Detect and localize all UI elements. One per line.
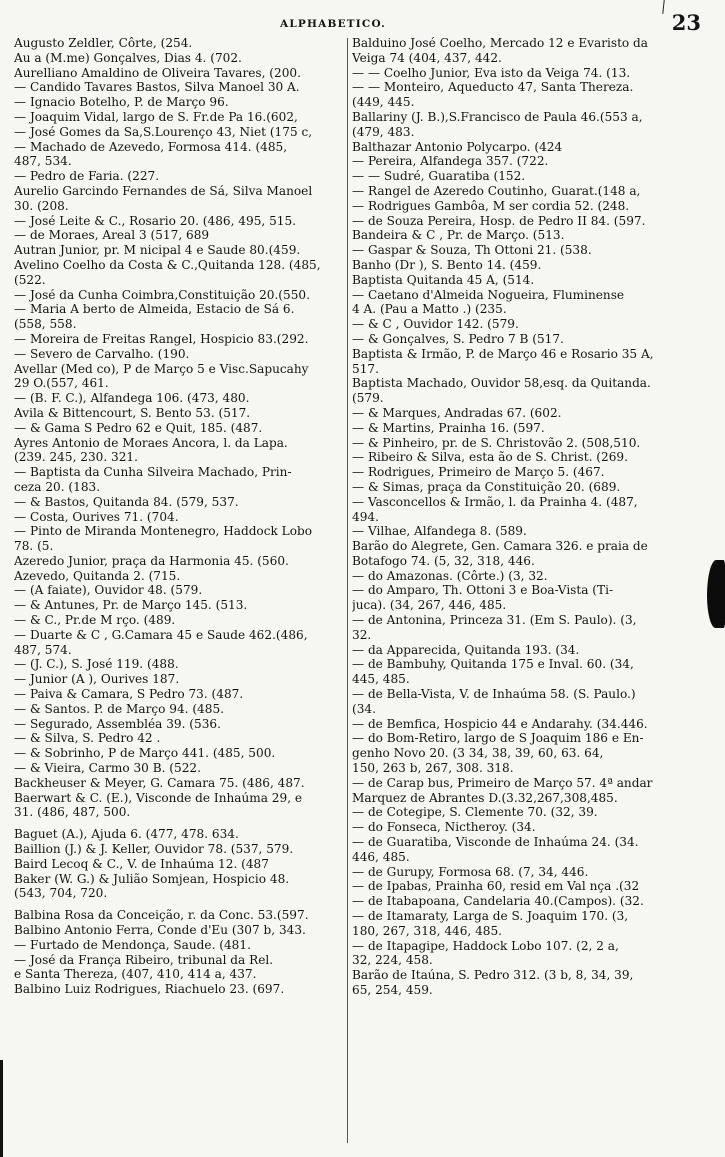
directory-entry: — (A faiate), Ouvidor 48. (579. xyxy=(14,583,203,598)
directory-entry: (558, 558. xyxy=(14,317,77,332)
directory-entry: 78. (5. xyxy=(14,539,54,554)
directory-entry: — & Simas, praça da Constituição 20. (689. xyxy=(352,479,621,494)
directory-entry: — de Ipabas, Prainha 60, resid em Val nça .(32 xyxy=(352,879,640,894)
directory-entry: Aurelio Garcindo Fernandes de Sá, Silva Manoel xyxy=(14,183,313,198)
right-column xyxy=(352,36,714,998)
directory-entry: Balbina Rosa da Conceição, r. da Conc. 53.(597. xyxy=(14,908,309,923)
directory-entry: — (B. F. C.), Alfandega 106. (473, 480. xyxy=(14,391,250,406)
directory-entry: — de Bemfica, Hospicio 44 e Andarahy. (34.446. xyxy=(352,716,648,731)
directory-entry: — Caetano d'Almeida Nogueira, Fluminense xyxy=(352,287,625,302)
directory-entry: — Duarte & C , G.Camara 45 e Saude 462.(486, xyxy=(14,627,308,642)
directory-entry: — & C , Ouvidor 142. (579. xyxy=(352,317,519,332)
directory-entry: (579. xyxy=(352,391,384,406)
directory-entry: — Ribeiro & Silva, esta ão de S. Christ. (269. xyxy=(352,450,628,465)
directory-entry: Banho (Dr ), S. Bento 14. (459. xyxy=(352,257,542,272)
directory-entry: — & Santos. P. de Março 94. (485. xyxy=(14,701,224,716)
directory-entry: — Rodrigues Gambôa, M ser cordia 52. (248. xyxy=(352,198,630,213)
directory-entry: — de Bambuhy, Quitanda 175 e Inval. 60. (34, xyxy=(352,657,634,672)
directory-entry: — — Sudré, Guaratiba (152. xyxy=(352,169,526,184)
directory-entry: Balbino Antonio Ferra, Conde d'Eu (307 b, 343. xyxy=(14,923,306,938)
directory-entry: — Rangel de Azeredo Coutinho, Guarat.(148 a, xyxy=(352,183,641,198)
directory-entry: Ayres Antonio de Moraes Ancora, l. da Lapa. xyxy=(14,435,288,450)
directory-entry: — da Apparecida, Quitanda 193. (34. xyxy=(352,642,580,657)
running-head xyxy=(0,10,725,34)
directory-entry: ceza 20. (183. xyxy=(14,479,101,494)
directory-entry: Aurelliano Amaldino de Oliveira Tavares, (200. xyxy=(14,65,301,80)
directory-entry: — & Gonçalves, S. Pedro 7 B (517. xyxy=(352,331,564,346)
column-divider xyxy=(347,38,348,1143)
directory-entry: juca). (34, 267, 446, 485. xyxy=(352,598,507,613)
directory-entry: — de Cotegipe, S. Clemente 70. (32, 39. xyxy=(352,805,598,820)
directory-entry: — Costa, Ourives 71. (704. xyxy=(14,509,179,524)
directory-entry: — de Bella-Vista, V. de Inhaúma 58. (S. Paulo.) xyxy=(352,687,636,702)
directory-entry: — Pedro de Faria. (227. xyxy=(14,169,160,184)
directory-entry: Au a (M.me) Gonçalves, Dias 4. (702. xyxy=(14,50,242,65)
directory-entry: — de Itabapoana, Candelaria 40.(Campos). (32. xyxy=(352,894,644,909)
directory-entry: — de Gurupy, Formosa 68. (7, 34, 446. xyxy=(352,864,589,879)
directory-entry: 31. (486, 487, 500. xyxy=(14,805,131,820)
directory-entry: Balbino Luiz Rodrigues, Riachuelo 23. (697. xyxy=(14,982,285,997)
directory-entry: (479, 483. xyxy=(352,124,415,139)
directory-entry: — Rodrigues, Primeiro de Março 5. (467. xyxy=(352,465,605,480)
directory-entry: Baird Lecoq & C., V. de Inhaúma 12. (487 xyxy=(14,856,269,871)
directory-entry: Balthazar Antonio Polycarpo. (424 xyxy=(352,139,563,154)
directory-entry: — Gaspar & Souza, Th Ottoni 21. (538. xyxy=(352,243,592,258)
directory-entry: — do Amparo, Th. Ottoni 3 e Boa-Vista (Ti- xyxy=(352,583,614,598)
directory-entry: — & Bastos, Quitanda 84. (579, 537. xyxy=(14,494,239,509)
directory-entry: Baker (W. G.) & Julião Somjean, Hospicio 48. xyxy=(14,871,290,886)
directory-entry: — de Souza Pereira, Hosp. de Pedro II 84. (597. xyxy=(352,213,646,228)
directory-entry: — Machado de Azevedo, Formosa 414. (485, xyxy=(14,139,288,154)
directory-entry: — Vasconcellos & Irmão, l. da Prainha 4. (487, xyxy=(352,494,638,509)
directory-entry: — & C., Pr.de M rço. (489. xyxy=(14,613,176,628)
directory-entry: Avellar (Med co), P de Março 5 e Visc.Sapucahy xyxy=(14,361,309,376)
directory-entry: — de Moraes, Areal 3 (517, 689 xyxy=(14,228,210,243)
directory-entry: — de Guaratiba, Visconde de Inhaúma 24. (34. xyxy=(352,835,639,850)
directory-entry: — Pereira, Alfandega 357. (722. xyxy=(352,154,549,169)
directory-entry: Avila & Bittencourt, S. Bento 53. (517. xyxy=(14,405,251,420)
page-number: 23 xyxy=(671,10,701,35)
directory-entry: — Candido Tavares Bastos, Silva Manoel 30 A. xyxy=(14,80,300,95)
directory-entry: Augusto Zeldler, Côrte, (254. xyxy=(14,36,193,50)
directory-entry: Baillion (J.) & J. Keller, Ouvidor 78. (537, 579. xyxy=(14,842,294,857)
directory-entry: — de Itapagipe, Haddock Lobo 107. (2, 2 a, xyxy=(352,938,619,953)
directory-entry: — & Pinheiro, pr. de S. Christovão 2. (508,510. xyxy=(352,435,641,450)
directory-entry: — Junior (A ), Ourives 187. xyxy=(14,672,180,687)
directory-entry: — Vilhae, Alfandega 8. (589. xyxy=(352,524,527,539)
directory-entry: e Santa Thereza, (407, 410, 414 a, 437. xyxy=(14,967,257,982)
directory-entry: — — Monteiro, Aqueducto 47, Santa Thereza. xyxy=(352,80,634,95)
directory-entry: 180, 267, 318, 446, 485. xyxy=(352,923,503,938)
directory-entry: 29 O.(557, 461. xyxy=(14,376,109,391)
directory-entry: genho Novo 20. (3 34, 38, 39, 60, 63. 64, xyxy=(352,746,604,761)
directory-entry: — Segurado, Assembléa 39. (536. xyxy=(14,716,221,731)
directory-entry: — Furtado de Mendonça, Saude. (481. xyxy=(14,937,251,952)
directory-entry: Baguet (A.), Ajuda 6. (477, 478. 634. xyxy=(14,827,239,842)
directory-entry: Baerwart & C. (E.), Visconde de Inhaúma 29, e xyxy=(14,790,303,805)
directory-entry: 150, 263 b, 267, 308. 318. xyxy=(352,761,514,776)
ink-blot xyxy=(707,560,725,628)
directory-entry: Baptista Quitanda 45 A, (514. xyxy=(352,272,535,287)
directory-entry: — Joaquim Vidal, largo de S. Fr.de Pa 16.(602, xyxy=(14,109,298,124)
directory-entry: Barão do Alegrete, Gen. Camara 326. e praia de xyxy=(352,539,648,554)
directory-entry: — — Coelho Junior, Eva isto da Veiga 74. (13. xyxy=(352,65,631,80)
left-column xyxy=(14,36,344,997)
directory-entry: 445, 485. xyxy=(352,672,410,687)
directory-entry: — Severo de Carvalho. (190. xyxy=(14,346,190,361)
directory-entry: 487, 574. xyxy=(14,642,72,657)
directory-entry: — & Marques, Andradas 67. (602. xyxy=(352,405,562,420)
running-title: ALPHABETICO. xyxy=(280,18,387,30)
directory-entry: Ballariny (J. B.),S.Francisco de Paula 46.(553 a, xyxy=(352,109,643,124)
directory-entry: 32. xyxy=(352,627,372,642)
directory-entry: — & Antunes, Pr. de Março 145. (513. xyxy=(14,598,248,613)
directory-entry: — & Vieira, Carmo 30 B. (522. xyxy=(14,761,201,776)
directory-entry: Autran Junior, pr. M nicipal 4 e Saude 80.(459. xyxy=(14,243,301,258)
directory-entry: (449, 445. xyxy=(352,95,415,110)
directory-entry: — Paiva & Camara, S Pedro 73. (487. xyxy=(14,687,244,702)
directory-entry: — de Carap bus, Primeiro de Março 57. 4ª andar xyxy=(352,775,653,790)
directory-entry: Baptista Machado, Ouvidor 58,esq. da Quitanda. xyxy=(352,376,651,391)
directory-entry: — & Gama S Pedro 62 e Quit, 185. (487. xyxy=(14,420,263,435)
directory-entry: 4 A. (Pau a Matto .) (235. xyxy=(352,302,507,317)
directory-entry: 32, 224, 458. xyxy=(352,953,433,968)
directory-entry: Backheuser & Meyer, G. Camara 75. (486, 487. xyxy=(14,775,305,790)
directory-entry: Baptista & Irmão, P. de Março 46 e Rosario 35 A, xyxy=(352,346,654,361)
directory-entry: — do Fonseca, Nictheroy. (34. xyxy=(352,820,536,835)
directory-entry: Bandeira & C , Pr. de Março. (513. xyxy=(352,228,565,243)
directory-entry: — de Itamaraty, Larga de S. Joaquim 170. (3, xyxy=(352,909,629,924)
directory-entry: — Ignacio Botelho, P. de Março 96. xyxy=(14,95,229,110)
directory-entry: Avelino Coelho da Costa & C.,Quitanda 128. (485, xyxy=(14,257,321,272)
directory-entry: 487, 534. xyxy=(14,154,72,169)
directory-entry: 446, 485. xyxy=(352,849,410,864)
directory-entry: 517. xyxy=(352,361,379,376)
directory-entry: — do Amazonas. (Côrte.) (3, 32. xyxy=(352,568,548,583)
directory-entry: — José Leite & C., Rosario 20. (486, 495, 515. xyxy=(14,213,297,228)
directory-entry: — & Silva, S. Pedro 42 . xyxy=(14,731,161,746)
directory-entry: — José Gomes da Sa,S.Lourenço 43, Niet (175 c, xyxy=(14,124,313,139)
directory-entry: — (J. C.), S. José 119. (488. xyxy=(14,657,179,672)
directory-entry: 65, 254, 459. xyxy=(352,983,433,997)
directory-entry: — & Martins, Prainha 16. (597. xyxy=(352,420,545,435)
directory-entry: — Moreira de Freitas Rangel, Hospicio 83.(292. xyxy=(14,331,309,346)
directory-entry: Botafogo 74. (5, 32, 318, 446. xyxy=(352,553,535,568)
directory-entry: — Pinto de Miranda Montenegro, Haddock Lobo xyxy=(14,524,312,539)
directory-entry: — do Bom-Retiro, largo de S Joaquim 186 e En- xyxy=(352,731,644,746)
directory-entry: — Maria A berto de Almeida, Estacio de Sá 6. xyxy=(14,302,295,317)
directory-entry: — Baptista da Cunha Silveira Machado, Prin- xyxy=(14,465,292,480)
directory-entry: Balduino José Coelho, Mercado 12 e Evaristo da xyxy=(352,36,649,50)
directory-entry: Azeredo Junior, praça da Harmonia 45. (560. xyxy=(14,553,289,568)
directory-entry: Barão de Itaúna, S. Pedro 312. (3 b, 8, 34, 39, xyxy=(352,968,634,983)
directory-entry: 30. (208. xyxy=(14,198,69,213)
directory-entry: (239. 245, 230. 321. xyxy=(14,450,138,465)
directory-entry: Azevedo, Quitanda 2. (715. xyxy=(14,568,181,583)
directory-entry: — & Sobrinho, P de Março 441. (485, 500. xyxy=(14,746,276,761)
directory-entry: (34. xyxy=(352,701,376,716)
directory-entry: — de Antonina, Princeza 31. (Em S. Paulo). (3, xyxy=(352,613,637,628)
directory-entry: (543, 704, 720. xyxy=(14,886,108,901)
margin-edge-mark xyxy=(0,1060,3,1157)
directory-entry: 494. xyxy=(352,509,379,524)
directory-entry: — José da Cunha Coimbra,Constituição 20.(550. xyxy=(14,287,310,302)
directory-entry: — José da França Ribeiro, tribunal da Rel. xyxy=(14,952,274,967)
directory-entry: Marquez de Abrantes D.(3.32,267,308,485. xyxy=(352,790,618,805)
directory-entry: Veiga 74 (404, 437, 442. xyxy=(352,50,502,65)
directory-entry: (522. xyxy=(14,272,46,287)
